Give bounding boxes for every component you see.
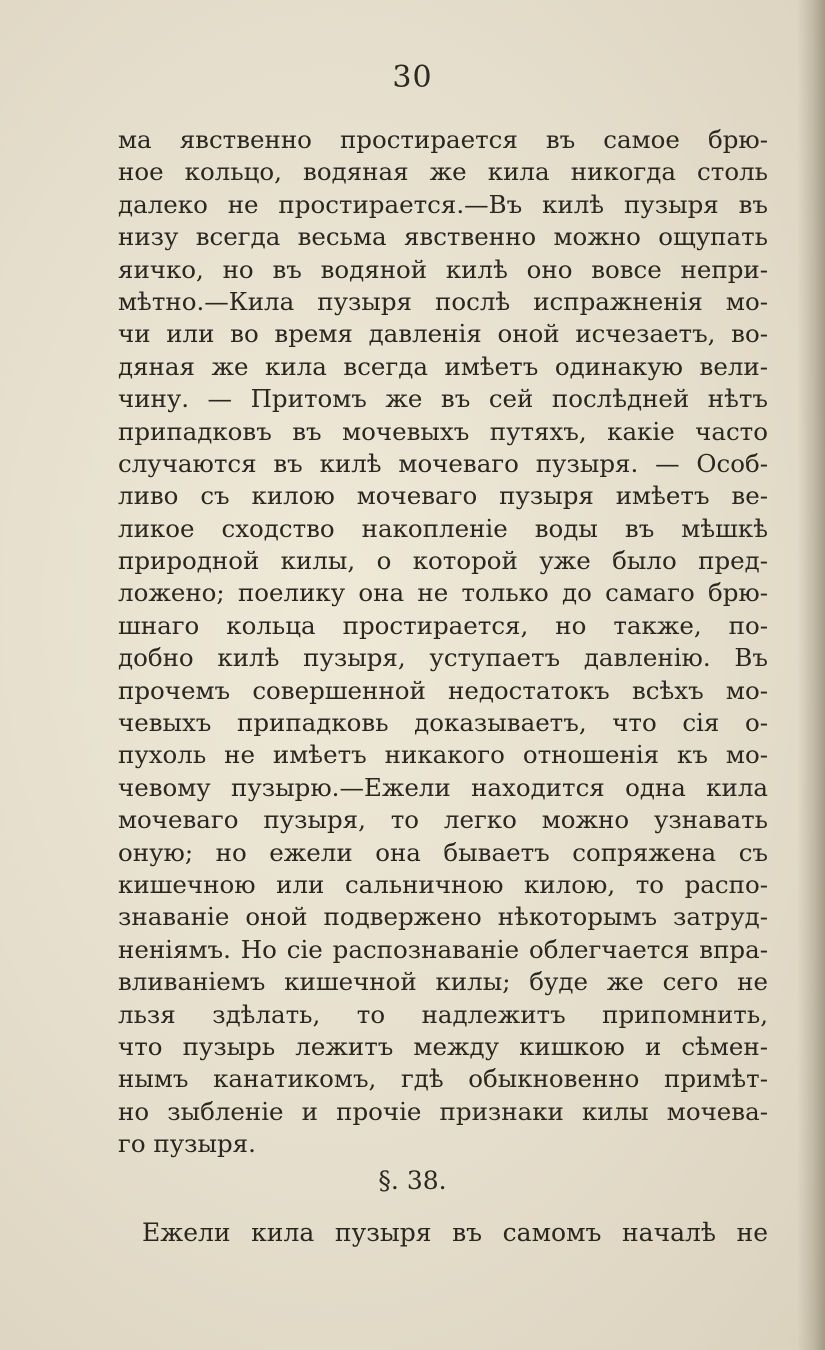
text-line: чи или во время давленія оной исчезаетъ, во-: [118, 319, 768, 349]
text-line: но зыбленіе и прочіе признаки килы мочева-: [118, 1096, 768, 1126]
text-line: яичко, но въ водяной килѣ оно вовсе непри-: [118, 254, 768, 284]
text-line: шнаго кольца простирается, но также, по-: [118, 610, 768, 640]
next-paragraph-line: Ежели кила пузыря въ самомъ началѣ не: [142, 1218, 768, 1247]
text-line: ложено; поелику она не только до самаго брю-: [118, 578, 768, 608]
page-number: 30: [392, 60, 433, 95]
text-line: ма явственно простирается въ самое брю-: [118, 125, 768, 154]
text-line: неніямъ. Но сіе распознаваніе облегчается впра-: [118, 934, 768, 964]
text-line: ное кольцо, водяная же кила никогда столь: [118, 157, 768, 187]
section-heading: §. 38.: [378, 1166, 447, 1195]
text-line: дяная же кила всегда имѣетъ одинакую вели-: [118, 351, 768, 381]
text-line: прочемъ совершенной недостатокъ всѣхъ мо-: [118, 675, 768, 705]
text-line: знаваніе оной подвержено нѣкоторымъ затруд-: [118, 902, 768, 932]
text-line: чевому пузырю.—Ежели находится одна кила: [118, 772, 768, 802]
paragraph: [118, 124, 768, 1161]
text-line: чину. — Притомъ же въ сей послѣдней нѣтъ: [118, 384, 768, 414]
text-line: ликое сходство накопленіе воды въ мѣшкѣ: [118, 513, 768, 543]
text-line: льзя здѣлать, то надлежитъ припомнить,: [118, 999, 768, 1029]
text-line: ливо съ килою мочеваго пузыря имѣетъ ве-: [118, 481, 768, 511]
text-line: нымъ канатикомъ, гдѣ обыкновенно примѣт-: [118, 1064, 768, 1094]
text-line: что пузырь лежитъ между кишкою и сѣмен-: [118, 1031, 768, 1061]
text-line: чевыхъ припадковь доказываетъ, что сія о-: [118, 708, 768, 738]
text-line: добно килѣ пузыря, уступаетъ давленію. Въ: [118, 643, 768, 673]
text-line: припадковъ въ мочевыхъ путяхъ, какіе часто: [118, 416, 768, 446]
text-line: мѣтно.—Кила пузыря послѣ испражненія мо-: [118, 286, 768, 316]
text-line: го пузыря.: [118, 1129, 256, 1159]
page-edge-shadow: [797, 0, 825, 1350]
text-line: мочеваго пузыря, то легко можно узнавать: [118, 805, 768, 835]
text-line: низу всегда весьма явственно можно ощупать: [118, 222, 768, 252]
text-line: случаются въ килѣ мочеваго пузыря. — Особ-: [118, 448, 768, 478]
text-line: далеко не простирается.—Въ килѣ пузыря въ: [118, 189, 768, 219]
text-line: вливаніемъ кишечной килы; буде же сего не: [118, 967, 768, 997]
text-line: природной килы, о которой уже было пред-: [118, 546, 768, 576]
text-line: пухоль не имѣетъ никакого отношенія къ мо-: [118, 740, 768, 770]
text-line: оную; но ежели она бываетъ сопряжена съ: [118, 837, 768, 867]
text-line: кишечною или сальничною килою, то распо-: [118, 869, 768, 899]
